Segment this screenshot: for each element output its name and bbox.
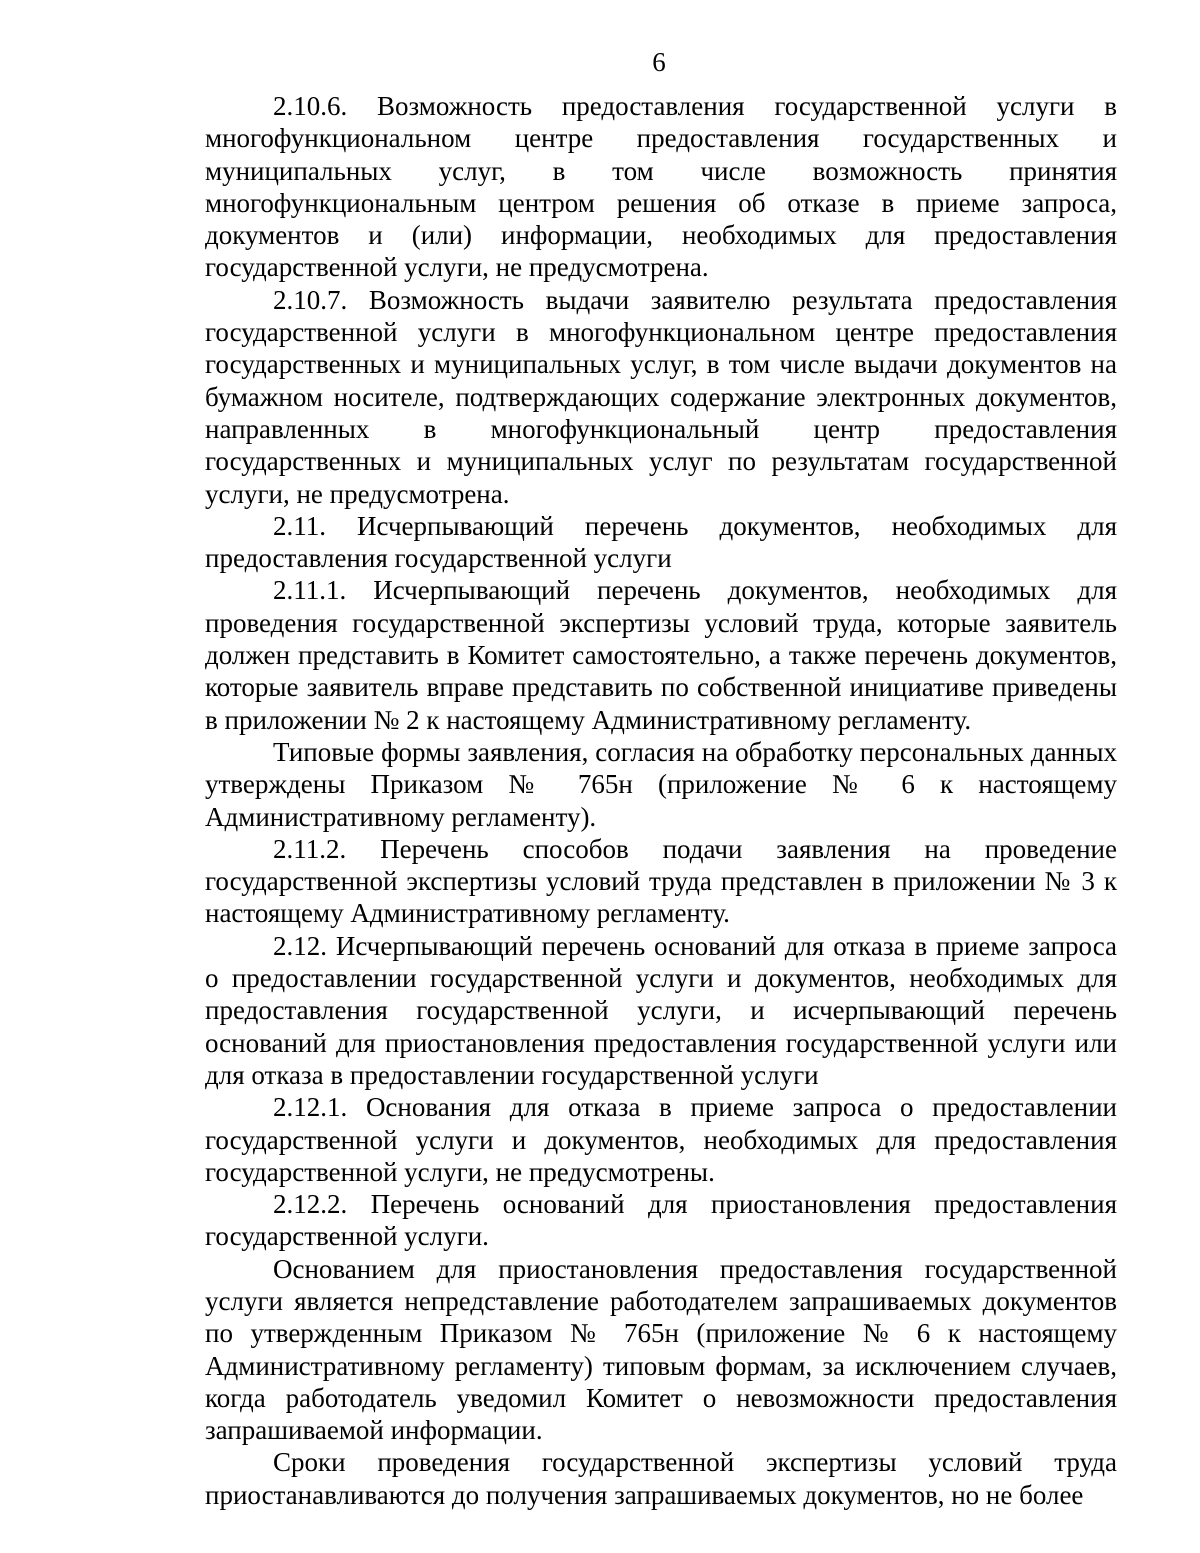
paragraph-2-12-1: 2.12.1. Основания для отказа в приеме запроса о предоставлении государственной услуги и документов, необходимых для предоставления государственной услуги, не предусмотрены. [205,1092,1117,1187]
paragraph-2-11-2: 2.11.2. Перечень способов подачи заявления на проведение государственной экспертизы условий труда представлен в приложении № 3 к настоящему Административному регламенту. [205,833,1117,929]
paragraph-2-12-2: 2.12.2. Перечень оснований для приостановления предоставления государственной услуги. [205,1189,1117,1252]
paragraph-2-10-6: 2.10.6. Возможность предоставления государственной услуги в многофункциональном центре предоставления государственных и муниципальных услуг, в том числе возможность принятия многофункциональным центром решения об отказе в приеме запроса, документов и (или) информации, необходимых для предоставления государственной услуги, не предусмотрена. [205,91,1117,283]
paragraph-2-11-1: 2.11.1. Исчерпывающий перечень документов, необходимых для проведения государственной экспертизы условий труда, которые заявитель должен представить в Комитет самостоятельно, а также перечень документов, которые заявитель вправе представить по собственной инициативе приведены в приложении № 2 к настоящему Административному регламенту. [205,575,1117,735]
document-body [205,90,1117,1511]
paragraph-typical-forms: Типовые формы заявления, согласия на обработку персональных данных утверждены Приказом № 765н (приложение № 6 к настоящему Административному регламенту). [205,736,1117,832]
paragraph-suspension-grounds: Основанием для приостановления предоставления государственной услуги является непредставление работодателем запрашиваемых документов по утвержденным Приказом № 765н (приложение № 6 к настоящему Административному регламенту) типовым формам, за исключением случаев, когда работодатель уведомил Комитет о невозможности предоставления запрашиваемой информации. [205,1253,1117,1446]
paragraph-2-11: 2.11. Исчерпывающий перечень документов, необходимых для предоставления государственной услуги [205,510,1117,574]
paragraph-2-12: 2.12. Исчерпывающий перечень оснований для отказа в приеме запроса о предоставлении государственной услуги и документов, необходимых для предоставления государственной услуги, и исчерпывающий перечень оснований для приостановления предоставления государственной услуги или для отказа в предоставлении государственной услуги [205,930,1117,1090]
page-number: 6 [652,47,666,77]
paragraph-suspension-terms: Сроки проведения государственной экспертизы условий труда приостанавливаются до получения запрашиваемых документов, но не более [205,1447,1117,1510]
paragraph-2-10-7: 2.10.7. Возможность выдачи заявителю результата предоставления государственной услуги в многофункциональном центре предоставления государственных и муниципальных услуг, в том числе выдачи документов на бумажном носителе, подтверждающих содержание электронных документов, направленных в многофункциональный центр предоставления государственных и муниципальных услуг по результатам государственной услуги, не предусмотрена. [205,284,1117,509]
